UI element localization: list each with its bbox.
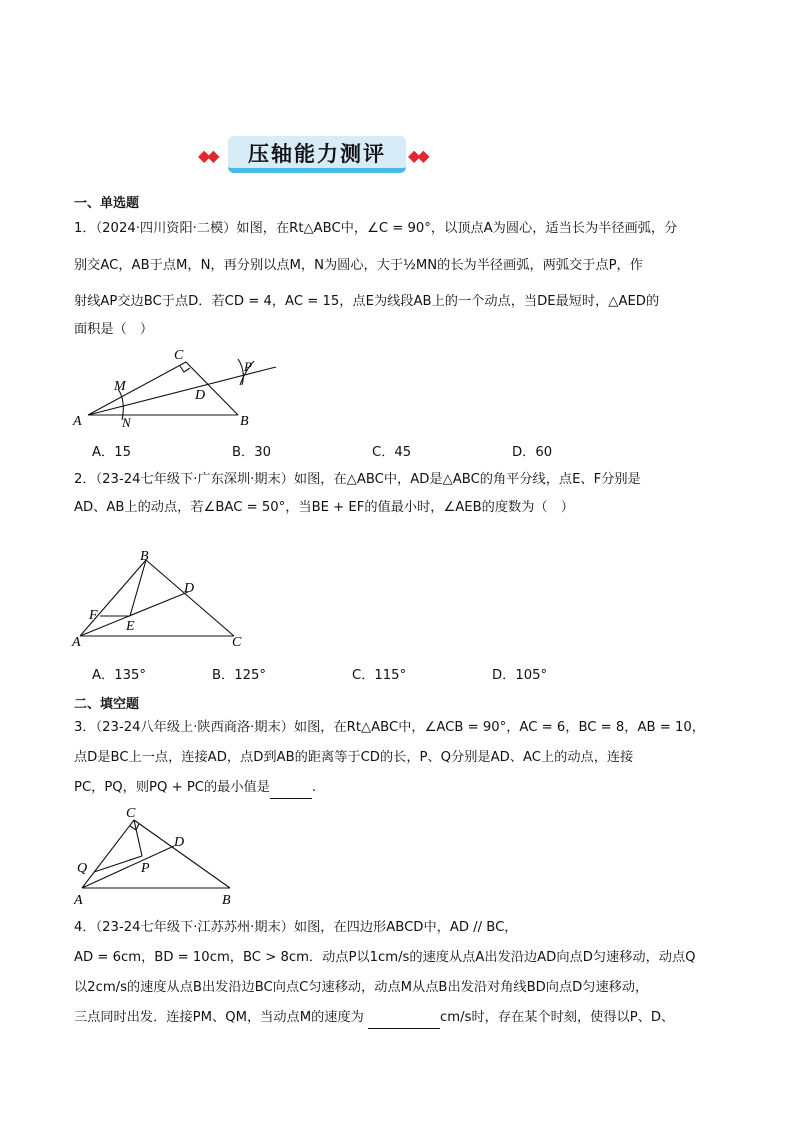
q3-label-q: Q bbox=[77, 861, 88, 876]
title-banner bbox=[0, 136, 800, 176]
q3-label-b: B bbox=[222, 893, 231, 908]
section-heading-fill-blank: 二、填空题 bbox=[74, 697, 140, 712]
q2-figure bbox=[70, 548, 260, 648]
q3-line-1: 3．（23-24八年级上·陕西商洛·期末）如图，在Rt△ABC中，∠ACB = 90°，AC = 6，BC = 8，AB = 10， bbox=[74, 720, 705, 735]
q3-label-a: A bbox=[74, 893, 83, 908]
q2-label-c: C bbox=[232, 635, 242, 648]
q2-option-d[interactable]: D．105° bbox=[492, 668, 548, 683]
q1-label-d: D bbox=[195, 388, 206, 403]
q4-line-4-end: cm/s时，存在某个时刻，使得以P、D、 bbox=[440, 1010, 675, 1025]
q1-right-angle-mark bbox=[180, 366, 190, 372]
q4-answer-blank[interactable] bbox=[368, 1008, 440, 1029]
q4-line-1: 4．（23-24七年级下·江苏苏州·期末）如图，在四边形ABCD中，AD // BC， bbox=[74, 920, 518, 935]
q3-segment-cb bbox=[134, 820, 230, 888]
q2-line-1: 2．（23-24七年级下·广东深圳·期末）如图，在△ABC中，AD是△ABC的角平分线，点E、F分别是 bbox=[74, 472, 641, 487]
q2-segment-ab bbox=[80, 560, 146, 636]
q3-segment-ad bbox=[82, 846, 174, 888]
q3-label-d: D bbox=[174, 835, 185, 850]
q2-option-a[interactable]: A．135° bbox=[92, 668, 146, 683]
q2-option-b[interactable]: B．125° bbox=[212, 668, 266, 683]
diamond-deco-right: ◆◆ bbox=[408, 146, 427, 165]
q1-options bbox=[0, 441, 800, 461]
q3-line-2: 点D是BC上一点，连接AD，点D到AB的距离等于CD的长，P、Q分别是AD、AC上的动点，连接 bbox=[74, 750, 634, 765]
q1-label-a: A bbox=[73, 414, 82, 429]
q1-label-m: M bbox=[114, 379, 126, 394]
q2-label-b: B bbox=[140, 549, 149, 564]
q1-option-c[interactable]: C．45 bbox=[372, 445, 412, 460]
q3-line-3-end: . bbox=[311, 780, 317, 795]
q2-segment-bc bbox=[146, 560, 234, 636]
q4-line-4-text: 三点同时出发．连接PM、QM，当动点M的速度为 bbox=[74, 1010, 364, 1025]
q1-option-d[interactable]: D．60 bbox=[512, 445, 553, 460]
q1-line-1: 1．（2024·四川资阳·二模）如图，在Rt△ABC中，∠C = 90°，以顶点A为圆心，适当长为半径画弧，分 bbox=[74, 221, 678, 236]
q1-label-c: C bbox=[174, 348, 184, 363]
q1-figure bbox=[70, 345, 290, 433]
q2-label-e: E bbox=[126, 619, 135, 634]
q1-line-2: 别交AC，AB于点M，N，再分别以点M，N为圆心，大于½MN的长为半径画弧，两弧交于点P，作 bbox=[74, 258, 643, 273]
q3-right-angle-mark bbox=[130, 824, 139, 830]
q1-line-3: 射线AP交边BC于点D．若CD = 4，AC = 15，点E为线段AB上的一个动点，当DE最短时，△AED的 bbox=[74, 294, 660, 309]
q1-label-n: N bbox=[122, 415, 131, 430]
q2-option-c[interactable]: C．115° bbox=[352, 668, 407, 683]
q2-label-d: D bbox=[184, 581, 195, 596]
q3-segment-ca bbox=[82, 820, 134, 888]
q4-line-2: AD = 6cm，BD = 10cm，BC > 8cm．动点P以1cm/s的速度从点A出发沿边AD向点D匀速移动，动点Q bbox=[74, 950, 696, 965]
q2-label-f: F bbox=[89, 608, 98, 623]
q4-line-3: 以2cm/s的速度从点B出发沿边BC向点C匀速移动，动点M从点B出发沿对角线BD向点D匀速移动， bbox=[74, 980, 649, 995]
q1-label-p: P bbox=[244, 359, 252, 374]
q1-option-a[interactable]: A．15 bbox=[92, 445, 131, 460]
q1-line-4: 面积是（ ） bbox=[74, 322, 154, 337]
q3-line-3 bbox=[74, 778, 316, 799]
section-heading-single-choice: 一、单选题 bbox=[74, 196, 140, 211]
q1-option-b[interactable]: B．30 bbox=[232, 445, 272, 460]
q3-answer-blank[interactable] bbox=[270, 778, 312, 799]
q3-line-3-text: PC，PQ，则PQ + PC的最小值是 bbox=[74, 780, 270, 795]
q1-arc-p1 bbox=[238, 359, 243, 385]
q1-segment-ac bbox=[88, 362, 186, 415]
diamond-deco-left: ◆◆ bbox=[198, 146, 217, 165]
q2-options bbox=[0, 664, 800, 684]
q2-label-a: A bbox=[72, 635, 81, 648]
q3-label-c: C bbox=[126, 806, 136, 821]
page-title: 压轴能力测评 bbox=[248, 142, 386, 166]
q3-figure bbox=[70, 800, 250, 908]
q1-label-b: B bbox=[240, 414, 249, 429]
q3-label-p: P bbox=[141, 861, 150, 876]
q2-line-2: AD、AB上的动点，若∠BAC = 50°，当BE + EF的值最小时，∠AEB的度数为（ ） bbox=[74, 500, 574, 515]
q4-line-4 bbox=[74, 1008, 674, 1029]
